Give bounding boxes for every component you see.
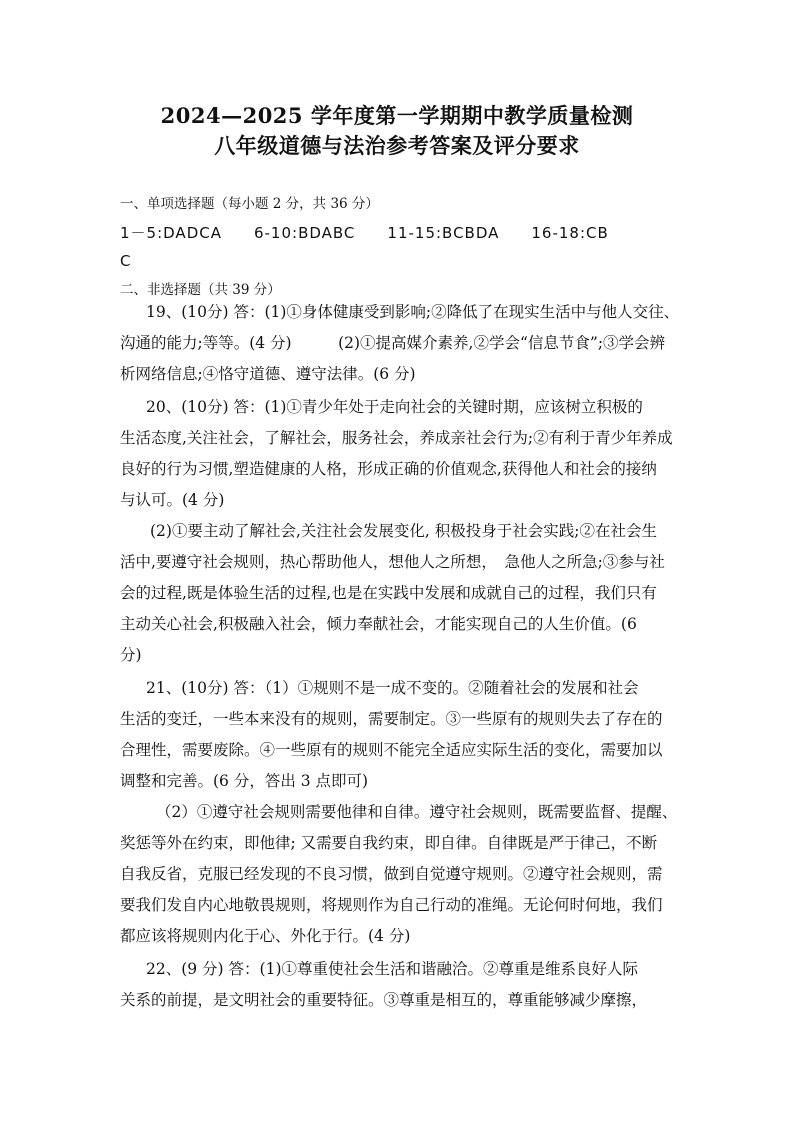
document-title: 2024—2025 学年度第一学期期中教学质量检测	[160, 103, 634, 128]
answer-text-line: 与认可。(4 分)	[120, 491, 225, 509]
answer-text-line: 20、(10分) 答：(1)①青少年处于走向社会的关键时期，应该树立积极的	[146, 398, 643, 416]
answer-text-line: (2)①要主动了解社会,关注社会发展变化, 积极投身于社会实践;②在社会生	[150, 522, 657, 540]
answer-text-line: 都应该将规则内化于心、外化于行。(4 分)	[120, 927, 411, 945]
choice-answers-line: 1－5:DADCA 6-10:BDABC 11-15:BCBDA 16-18:CB	[120, 224, 609, 242]
answer-text-line: 析网络信息;④恪守道德、遵守法律。(6 分)	[120, 365, 416, 383]
answer-text-line: 自我反省，克服已经发现的不良习惯，做到自觉遵守规则。②遵守社会规则，需	[120, 865, 663, 883]
answer-text-line: 奖惩等外在约束，即他律; 又需要自我约束，即自律。自律既是严于律己，不断	[120, 834, 658, 852]
answer-text-line: 沟通的能力;等等。(4 分) (2)①提高媒介素养,②学会“信息节食”;③学会辨	[120, 334, 666, 352]
answer-text-line: 分)	[120, 646, 142, 664]
answer-text-line: 22、(9 分) 答：(1)①尊重使社会生活和谐融洽。②尊重是维系良好人际	[146, 960, 638, 978]
answer-text-line: 21、(10分) 答：（1）①规则不是一成不变的。②随着社会的发展和社会	[146, 679, 639, 697]
answer-text-line: 关系的前提，是文明社会的重要特征。③尊重是相互的，尊重能够减少摩擦，	[120, 991, 648, 1009]
section-heading-non-choice: 二、非选择题（共 39 分）	[120, 282, 281, 298]
answer-text-line: 生活态度,关注社会，了解社会，服务社会，养成亲社会行为;②有利于青少年养成	[120, 429, 673, 447]
answer-text-line: 活中,要遵守社会规则，热心帮助他人，想他人之所想， 急他人之所急;③参与社	[120, 553, 665, 571]
document-subtitle: 八年级道德与法治参考答案及评分要求	[214, 133, 580, 158]
section-heading-single-choice: 一、单项选择题（每小题 2 分，共 36 分）	[120, 196, 379, 212]
answer-text-line: 调整和完善。(6 分，答出 3 点即可)	[120, 772, 369, 790]
answer-text-line: 要我们发自内心地敬畏规则，将规则作为自己行动的准绳。无论何时何地，我们	[120, 896, 663, 914]
answer-text-line: （2）①遵守社会规则需要他律和自律。遵守社会规则，既需要监督、提醒、	[156, 803, 678, 821]
answer-text-line: 合理性，需要废除。④一些原有的规则不能完全适应实际生活的变化，需要加以	[120, 741, 663, 759]
answer-text-line: 主动关心社会,积极融入社会，倾力奉献社会，才能实现自己的人生价值。(6	[120, 615, 637, 633]
answer-text-line: 生活的变迁，一些本来没有的规则，需要制定。③一些原有的规则失去了存在的	[120, 710, 663, 728]
answer-text-line: 良好的行为习惯,塑造健康的人格，形成正确的价值观念,获得他人和社会的接纳	[120, 460, 657, 478]
answer-text-line: 会的过程,既是体验生活的过程,也是在实践中发展和成就自己的过程，我们只有	[120, 584, 657, 602]
choice-answers-continued: C	[120, 252, 132, 270]
answer-text-line: 19、(10分) 答：(1)①身体健康受到影响;②降低了在现实生活中与他人交往、	[146, 303, 680, 321]
